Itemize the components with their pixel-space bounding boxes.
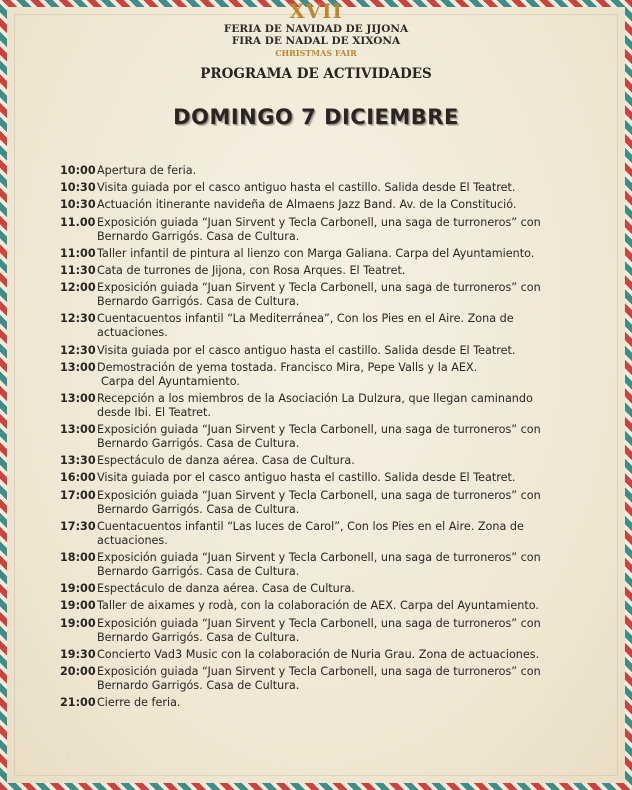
schedule-description-continued: actuaciones.: [97, 533, 168, 547]
fair-name-spanish: FERIA DE NAVIDAD DE JIJONA: [223, 23, 409, 35]
schedule-description-continued: Bernardo Garrigós. Casa de Cultura.: [97, 295, 300, 309]
schedule-time: 13:00: [60, 360, 96, 374]
schedule-description-continued: Bernardo Garrigós. Casa de Cultura.: [97, 678, 300, 692]
schedule-time: 13:30: [60, 454, 96, 468]
schedule-item: [60, 489, 620, 517]
schedule-time: 12:30: [60, 343, 96, 357]
schedule-item: [60, 264, 620, 278]
schedule-item: [60, 665, 620, 693]
schedule-time: 18:00: [60, 551, 96, 564]
schedule-list: [60, 164, 620, 713]
schedule-time: 21:00: [60, 696, 96, 710]
schedule-time: 13:00: [60, 423, 96, 437]
schedule-item: [60, 361, 620, 389]
schedule-description: Apertura de feria.: [97, 164, 197, 177]
schedule-item: [60, 392, 620, 420]
schedule-description: Exposición guiada “Juan Sirvent y Tecla Carbonell, una saga de turroneros” con: [97, 423, 541, 437]
schedule-description: Visita guiada por el casco antiguo hasta el castillo. Salida desde El Teatret.: [97, 181, 516, 195]
schedule-description-continued: Bernardo Garrigós. Casa de Cultura.: [97, 502, 300, 516]
schedule-description: Actuación itinerante navideña de Almaens Jazz Band. Av. de la Constitució.: [97, 198, 517, 212]
schedule-description: Cuentacuentos infantil “Las luces de Carol”, Con los Pies en el Aire. Zona de: [97, 519, 524, 533]
schedule-time: 10:30: [60, 198, 96, 212]
day-title: DOMINGO 7 DICIEMBRE: [173, 105, 459, 129]
schedule-time: 10:00: [60, 164, 96, 177]
schedule-item: [60, 582, 620, 596]
fair-name-english: CHRISTMAS FAIR: [275, 48, 357, 58]
schedule-item: [60, 312, 620, 340]
schedule-description: Concierto Vad3 Music con la colaboración de Nuria Grau. Zona de actuaciones.: [97, 647, 540, 661]
schedule-item: [60, 551, 620, 579]
schedule-description: Espectáculo de danza aérea. Casa de Cultura.: [97, 582, 355, 596]
schedule-time: 19:00: [60, 582, 96, 596]
schedule-item: [60, 247, 620, 261]
schedule-item: [60, 281, 620, 309]
schedule-time: 11:30: [60, 263, 96, 277]
schedule-description-continued: Bernardo Garrigós. Casa de Cultura.: [97, 229, 300, 243]
schedule-time: 19:00: [60, 599, 96, 613]
schedule-time: 17:00: [60, 488, 96, 502]
schedule-time: 16:00: [60, 471, 96, 485]
schedule-description: Taller infantil de pintura al lienzo con Marga Galiana. Carpa del Ayuntamiento.: [97, 246, 535, 260]
schedule-item: [60, 520, 620, 548]
schedule-description: Exposición guiada “Juan Sirvent y Tecla Carbonell, una saga de turroneros” con: [97, 488, 541, 502]
schedule-description: Cata de turrones de Jijona, con Rosa Arques. El Teatret.: [97, 263, 406, 277]
schedule-time: 11:00: [60, 246, 96, 260]
schedule-description: Exposición guiada “Juan Sirvent y Tecla Carbonell, una saga de turroneros” con: [97, 281, 541, 295]
schedule-time: 20:00: [60, 664, 96, 678]
fair-name-valencian: FIRA DE NADAL DE XIXONA: [231, 35, 401, 47]
schedule-description-continued: Carpa del Ayuntamiento.: [101, 374, 240, 388]
schedule-item: [60, 696, 620, 710]
schedule-item: [60, 617, 620, 645]
schedule-item: [60, 423, 620, 451]
schedule-item: [60, 648, 620, 662]
schedule-description: Cierre de feria.: [97, 696, 181, 710]
schedule-item: [60, 181, 620, 195]
schedule-time: 12:30: [60, 312, 96, 326]
schedule-item: [60, 198, 620, 212]
schedule-description: Exposición guiada “Juan Sirvent y Tecla Carbonell, una saga de turroneros” con: [97, 616, 541, 630]
schedule-description-continued: actuaciones.: [97, 326, 168, 340]
schedule-description: Demostración de yema tostada. Francisco Mira, Pepe Valls y la AEX.: [97, 360, 478, 374]
schedule-item: [60, 599, 620, 613]
schedule-description: Taller de aixames y rodà, con la colaboración de AEX. Carpa del Ayuntamiento.: [97, 599, 539, 613]
schedule-time: 11.00: [60, 215, 96, 229]
program-title: PROGRAMA DE ACTIVIDADES: [200, 66, 432, 82]
schedule-item: [60, 216, 620, 244]
edition-number: XVII: [289, 0, 343, 23]
schedule-item: [60, 164, 620, 178]
schedule-description-continued: Bernardo Garrigós. Casa de Cultura.: [97, 437, 300, 451]
schedule-description: Exposición guiada “Juan Sirvent y Tecla Carbonell, una saga de turroneros” con: [97, 551, 541, 564]
schedule-item: [60, 344, 620, 358]
schedule-time: 10:30: [60, 181, 96, 195]
schedule-time: 13:00: [60, 391, 96, 405]
schedule-description-continued: desde Ibi. El Teatret.: [97, 405, 211, 419]
schedule-description: Espectáculo de danza aérea. Casa de Cultura.: [97, 454, 355, 468]
schedule-description-continued: Bernardo Garrigós. Casa de Cultura.: [97, 565, 300, 578]
schedule-time: 17:30: [60, 519, 96, 533]
schedule-description: Recepción a los miembros de la Asociación La Dulzura, que llegan caminando: [97, 391, 533, 405]
schedule-time: 19:30: [60, 647, 96, 661]
schedule-time: 12:00: [60, 281, 96, 295]
schedule-description: Exposición guiada “Juan Sirvent y Tecla Carbonell, una saga de turroneros” con: [97, 215, 541, 229]
schedule-item: [60, 454, 620, 468]
schedule-time: 19:00: [60, 616, 96, 630]
schedule-item: [60, 471, 620, 485]
schedule-description: Visita guiada por el casco antiguo hasta el castillo. Salida desde El Teatret.: [97, 471, 516, 485]
schedule-description: Visita guiada por el casco antiguo hasta el castillo. Salida desde El Teatret.: [97, 343, 516, 357]
schedule-description: Exposición guiada “Juan Sirvent y Tecla Carbonell, una saga de turroneros” con: [97, 664, 541, 678]
schedule-description: Cuentacuentos infantil “La Mediterránea”, Con los Pies en el Aire. Zona de: [97, 312, 514, 326]
schedule-description-continued: Bernardo Garrigós. Casa de Cultura.: [97, 630, 300, 644]
